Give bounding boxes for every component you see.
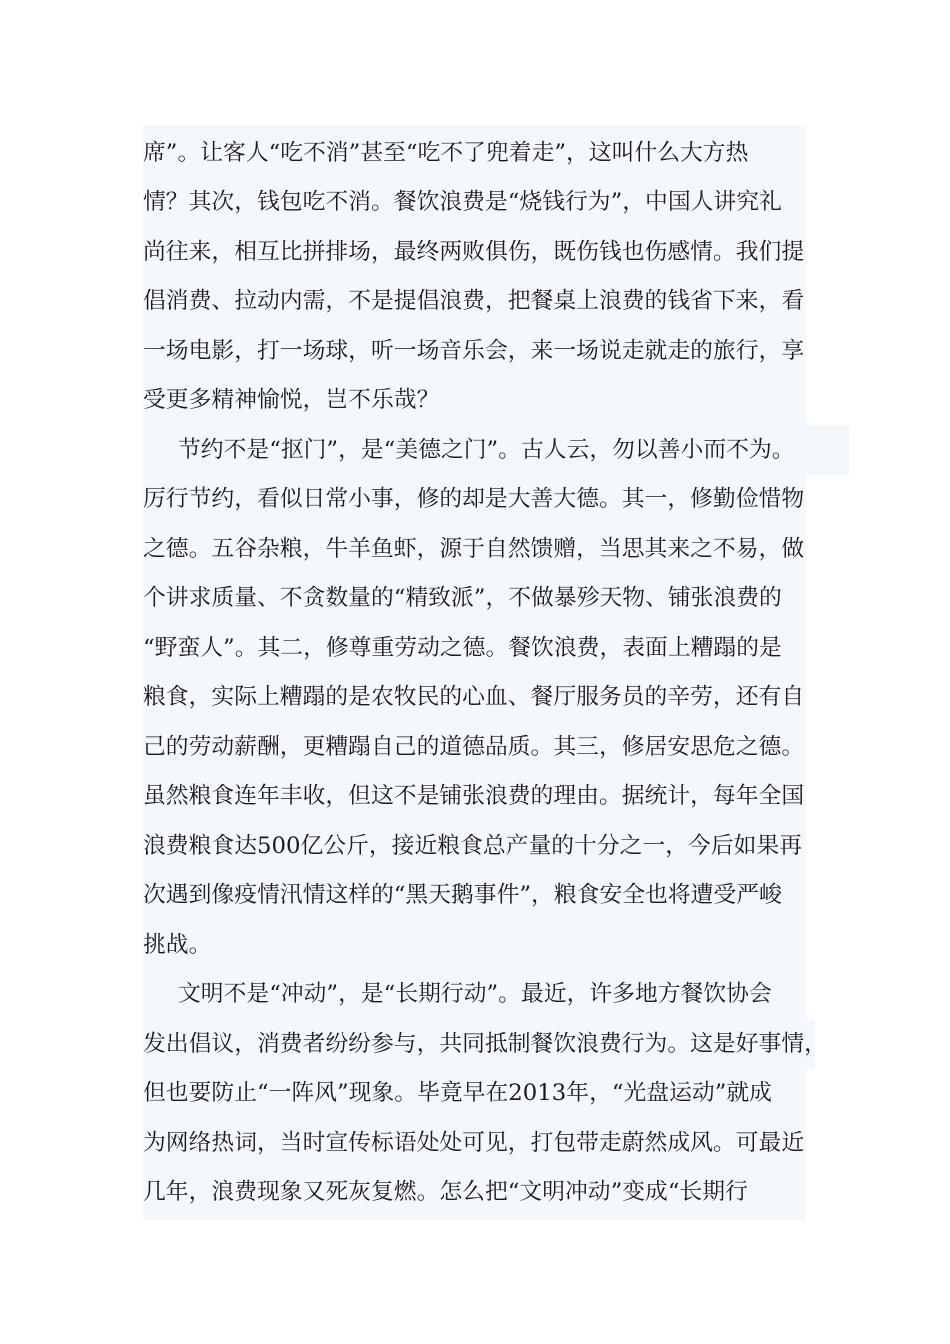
text-line: 浪费粮食达500亿公斤，接近粮食总产量的十分之一，今后如果再	[143, 833, 803, 859]
text-line: 之德。五谷杂粮，牛羊鱼虾，源于自然馈赠，当思其来之不易，做	[143, 536, 805, 562]
text-line: 倡消费、拉动内需，不是提倡浪费，把餐桌上浪费的钱省下来，看	[143, 288, 805, 314]
text-line: 个讲求质量、不贪数量的“精致派”，不做暴殄天物、铺张浪费的	[143, 585, 782, 611]
text-line: 粮食，实际上糟蹋的是农牧民的心血、餐厅服务员的辛劳，还有自	[143, 684, 805, 710]
text-line: 一场电影，打一场球，听一场音乐会，来一场说走就走的旅行，享	[143, 338, 805, 364]
text-line: 席”。让客人“吃不消”甚至“吃不了兜着走”，这叫什么大方热	[143, 140, 749, 166]
text-line: 情？其次，钱包吃不消。餐饮浪费是“烧钱行为”，中国人讲究礼	[143, 189, 782, 215]
text-line: 几年，浪费现象又死灰复燃。怎么把“文明冲动”变成“长期行	[143, 1179, 748, 1205]
paragraph-first-line: 文明不是“冲动”，是“长期行动”。最近，许多地方餐饮协会	[178, 981, 772, 1007]
text-line: 但也要防止“一阵风”现象。毕竟早在2013年，“光盘运动”就成	[143, 1080, 772, 1106]
text-line: 受更多精神愉悦，岂不乐哉？	[143, 387, 440, 413]
text-line: 尚往来，相互比拼排场，最终两败俱伤，既伤钱也伤感情。我们提	[143, 239, 805, 265]
text-line: 虽然粮食连年丰收，但这不是铺张浪费的理由。据统计，每年全国	[143, 783, 805, 809]
text-line: 发出倡议，消费者纷纷参与，共同抵制餐饮浪费行为。这是好事情，	[143, 1019, 815, 1069]
text-line: 厉行节约，看似日常小事，修的却是大善大德。其一，修勤俭惜物	[143, 486, 805, 512]
text-line: “野蛮人”。其二，修尊重劳动之德。餐饮浪费，表面上糟蹋的是	[143, 635, 782, 661]
text-line: 次遇到像疫情汛情这样的“黑天鹅事件”，粮食安全也将遭受严峻	[143, 882, 782, 908]
text-line: 为网络热词，当时宣传标语处处可见，打包带走蔚然成风。可最近	[143, 1130, 805, 1156]
text-line: 己的劳动薪酬，更糟蹋自己的道德品质。其三，修居安思危之德。	[143, 734, 805, 760]
text-line: 挑战。	[143, 932, 212, 958]
paragraph-first-line: 节约不是“抠门”，是“美德之门”。古人云，勿以善小而不为。	[143, 425, 850, 475]
